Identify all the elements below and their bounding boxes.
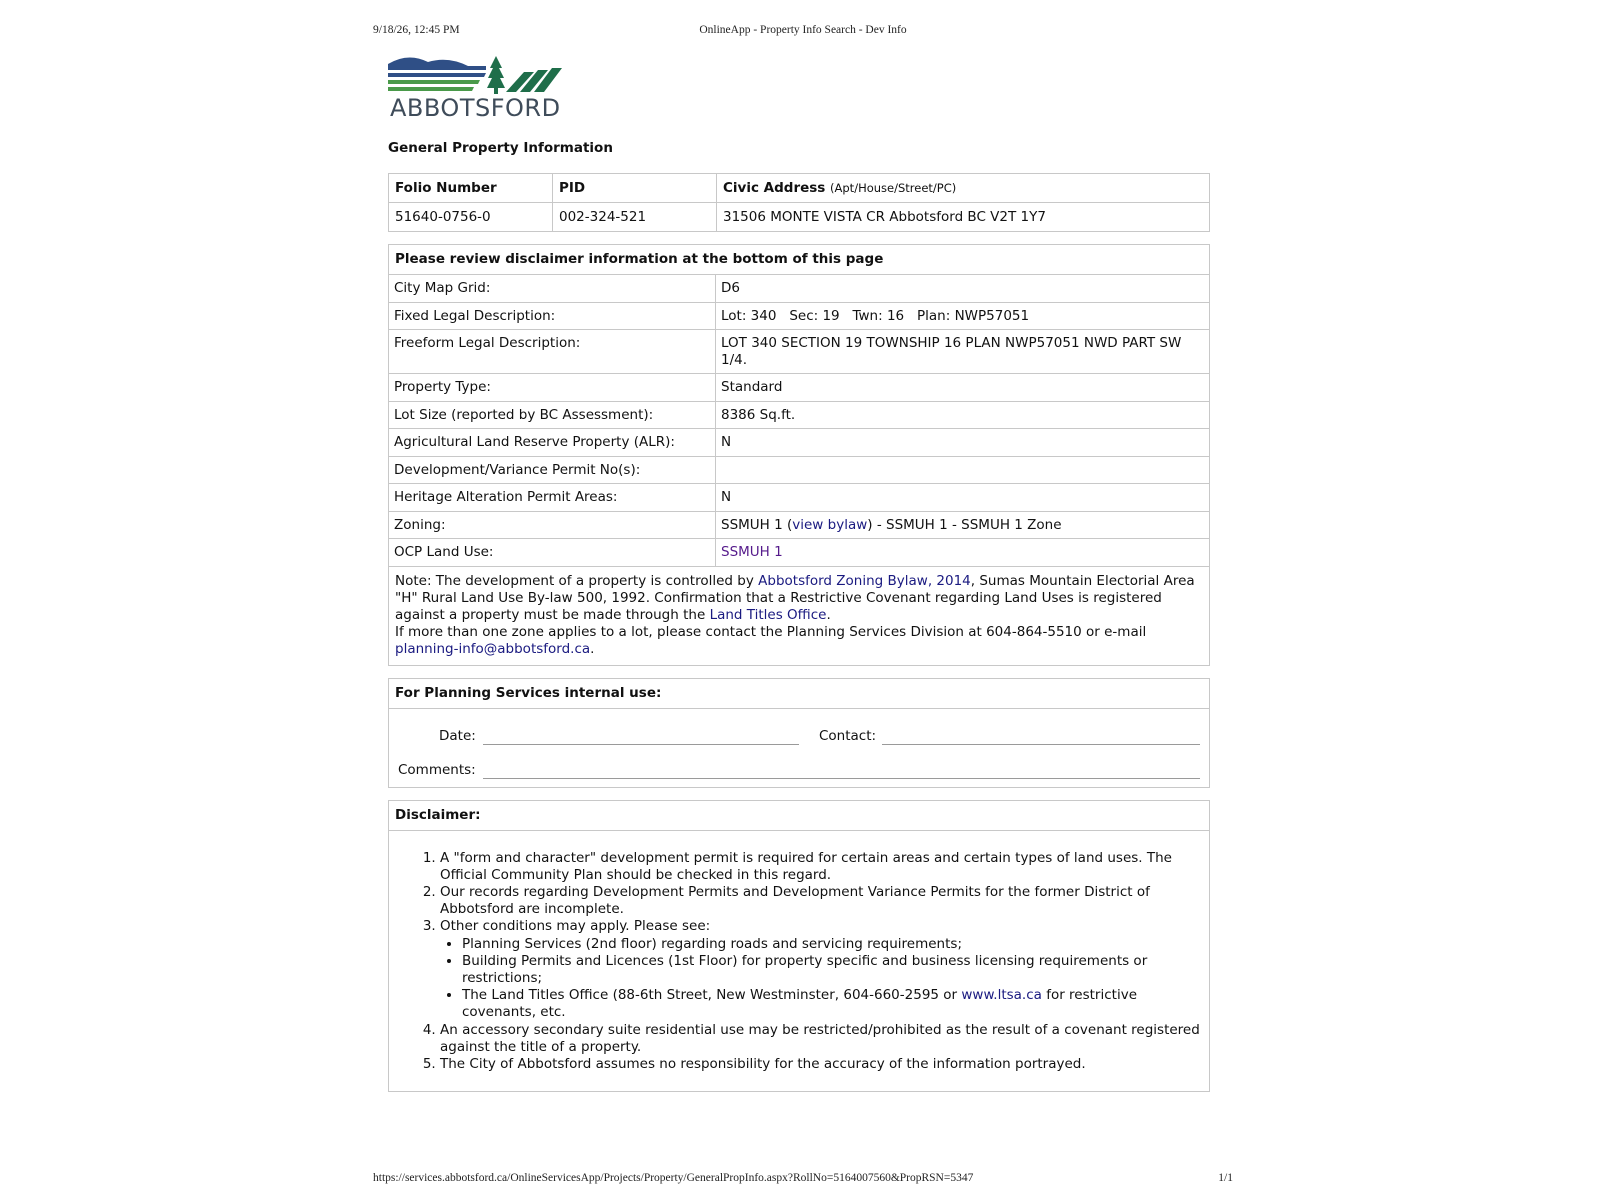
- disclaimer-list: [395, 850, 1203, 1074]
- ocp-land-use-link[interactable]: SSMUH 1: [721, 544, 783, 560]
- internal-use-box: [388, 678, 1210, 788]
- table-row: [389, 511, 1210, 539]
- disclaimer-header: Disclaimer:: [389, 801, 1209, 831]
- table-row: [389, 203, 1210, 232]
- date-label: Date:: [439, 727, 476, 744]
- note-text: Note: The development of a property is controlled by: [395, 572, 759, 589]
- zoning-note: [389, 566, 1210, 665]
- disclaimer-body: [389, 831, 1209, 1092]
- date-field[interactable]: [483, 744, 799, 745]
- view-bylaw-link[interactable]: view bylaw: [792, 516, 868, 533]
- print-footer: [373, 1172, 1233, 1188]
- detail-label: Agricultural Land Reserve Property (ALR):: [389, 429, 716, 457]
- conditions-list: [440, 936, 1203, 1022]
- ocp-label: OCP Land Use:: [389, 539, 716, 567]
- detail-value: Lot: 340 Sec: 19 Twn: 16 Plan: NWP57051: [716, 302, 1210, 330]
- logo-mountains-icon: [388, 54, 564, 96]
- abbotsford-logo: [388, 54, 564, 124]
- planning-email-link[interactable]: planning-info@abbotsford.ca: [395, 641, 591, 658]
- list-item: 1. A "form and character" development permit is required for certain areas and certain types of land uses. The Official Community Plan should be checked in this regard.: [440, 850, 1203, 884]
- table-row: [389, 302, 1210, 330]
- detail-label: Development/Variance Permit No(s):: [389, 456, 716, 484]
- zoning-value: [716, 511, 1210, 539]
- property-details-table: [388, 244, 1210, 666]
- ltsa-link[interactable]: www.ltsa.ca: [961, 987, 1042, 1004]
- table-row: [389, 275, 1210, 303]
- contact-field[interactable]: [882, 744, 1200, 745]
- detail-value: [716, 456, 1210, 484]
- pid-header: PID: [553, 174, 717, 203]
- detail-value: D6: [716, 275, 1210, 303]
- print-header: [373, 24, 1233, 40]
- table-row: [389, 456, 1210, 484]
- detail-label: Property Type:: [389, 374, 716, 402]
- list-item: [462, 987, 1203, 1021]
- comments-label: Comments:: [398, 761, 476, 778]
- detail-value: N: [716, 484, 1210, 512]
- address-header-label: Civic Address: [723, 180, 826, 196]
- table-header-row: [389, 174, 1210, 203]
- detail-label: City Map Grid:: [389, 275, 716, 303]
- contact-label: Contact:: [819, 727, 877, 744]
- list-item: 2. Our records regarding Development Permits and Development Variance Permits for the former District of Abbotsford are incomplete.: [440, 884, 1203, 918]
- table-row: [389, 429, 1210, 457]
- disclaimer-notice: Please review disclaimer information at the bottom of this page: [389, 245, 1210, 275]
- detail-label: Fixed Legal Description:: [389, 302, 716, 330]
- detail-value: Standard: [716, 374, 1210, 402]
- comments-field[interactable]: [483, 778, 1200, 779]
- note-text: , Sumas Mountain Electorial Area "H" Rural Land Use By-law 500, 1992. Confirmation that a Restrictive Covenant regarding Land Uses is registered against a property must be made through the: [395, 572, 1195, 623]
- table-row: [389, 484, 1210, 512]
- address-header-hint: (Apt/House/Street/PC): [830, 181, 957, 195]
- logo-wordmark: ABBOTSFORD: [390, 94, 561, 122]
- page-content: [388, 54, 1210, 1092]
- list-item: 5. The City of Abbotsford assumes no responsibility for the accuracy of the information portrayed.: [440, 1056, 1203, 1073]
- pid-value: 002-324-521: [553, 203, 717, 232]
- zoning-prefix: SSMUH 1 (: [721, 516, 793, 533]
- folio-value: 51640-0756-0: [389, 203, 553, 232]
- table-row: [389, 330, 1210, 374]
- internal-use-header: For Planning Services internal use:: [389, 679, 1209, 709]
- detail-label: Heritage Alteration Permit Areas:: [389, 484, 716, 512]
- print-datetime: 9/18/26, 12:45 PM: [373, 24, 460, 36]
- print-title: OnlineApp - Property Info Search - Dev Info: [699, 24, 907, 36]
- folio-header: Folio Number: [389, 174, 553, 203]
- list-item: • Building Permits and Licences (1st Floor) for property specific and business licensing requirements or restrictions;: [462, 953, 1203, 987]
- address-header: [717, 174, 1210, 203]
- print-url: https://services.abbotsford.ca/OnlineServicesApp/Projects/Property/GeneralPropInfo.aspx?RollNo=5164007560&PropRSN=5347: [373, 1172, 974, 1184]
- detail-label: Freeform Legal Description:: [389, 330, 716, 374]
- detail-value: 8386 Sq.ft.: [716, 401, 1210, 429]
- list-item: [440, 918, 1203, 1021]
- zoning-suffix: ) - SSMUH 1 - SSMUH 1 Zone: [867, 516, 1062, 533]
- list-item-text: for restrictive covenants, etc.: [462, 987, 1137, 1021]
- note-text: If more than one zone applies to a lot, please contact the Planning Services Division at 604-864-5510 or e-mail: [395, 624, 1147, 641]
- list-item-text: Other conditions may apply. Please see:: [440, 918, 711, 935]
- property-summary-table: [388, 173, 1210, 232]
- list-item: 4. An accessory secondary suite residential use may be restricted/prohibited as the result of a covenant registered against the title of a property.: [440, 1022, 1203, 1056]
- detail-label: Lot Size (reported by BC Assessment):: [389, 401, 716, 429]
- land-titles-link[interactable]: Land Titles Office: [709, 606, 827, 623]
- print-page-number: 1/1: [1218, 1172, 1233, 1184]
- ocp-value: [716, 539, 1210, 567]
- page-title: General Property Information: [388, 140, 613, 156]
- note-text: .: [826, 606, 831, 623]
- disclaimer-box: [388, 800, 1210, 1093]
- address-value: 31506 MONTE VISTA CR Abbotsford BC V2T 1Y7: [717, 203, 1210, 232]
- zoning-bylaw-link[interactable]: Abbotsford Zoning Bylaw, 2014: [758, 572, 971, 589]
- detail-value: N: [716, 429, 1210, 457]
- detail-value: LOT 340 SECTION 19 TOWNSHIP 16 PLAN NWP57051 NWD PART SW 1/4.: [716, 330, 1210, 374]
- list-item-text: The Land Titles Office (88-6th Street, New Westminster, 604-660-2595 or: [462, 987, 962, 1004]
- list-item: • Planning Services (2nd floor) regarding roads and servicing requirements;: [462, 936, 1203, 953]
- internal-use-fields: [389, 709, 1209, 787]
- table-row: [389, 539, 1210, 567]
- zoning-label: Zoning:: [389, 511, 716, 539]
- table-row: [389, 401, 1210, 429]
- note-text: .: [590, 641, 595, 658]
- table-row: [389, 374, 1210, 402]
